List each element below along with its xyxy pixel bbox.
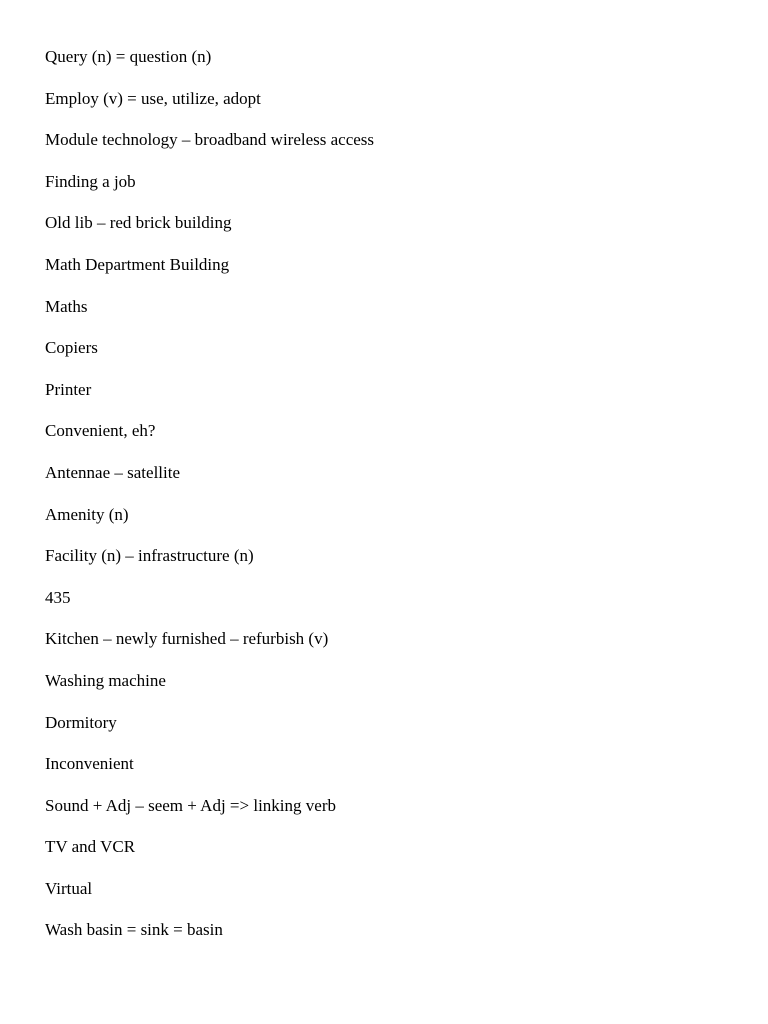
list-item: Module technology – broadband wireless access (45, 130, 375, 150)
list-item: Wash basin = sink = basin (45, 920, 223, 940)
list-item: Washing machine (45, 670, 166, 690)
list-item: Amenity (n) (45, 504, 129, 524)
list-item: Dormitory (45, 712, 117, 732)
list-item: TV and VCR (45, 837, 136, 857)
list-item: Inconvenient (45, 754, 134, 774)
list-item: Facility (n) – infrastructure (n) (45, 546, 254, 566)
list-item: Employ (v) = use, utilize, adopt (45, 88, 261, 108)
list-item: Maths (45, 296, 88, 316)
list-item: Kitchen – newly furnished – refurbish (v) (45, 629, 329, 649)
list-item: Math Department Building (45, 254, 230, 274)
list-item: 435 (45, 587, 71, 607)
list-item: Printer (45, 379, 92, 399)
list-item: Finding a job (45, 171, 136, 191)
list-item: Virtual (45, 878, 93, 898)
list-item: Convenient, eh? (45, 421, 156, 441)
list-item: Sound + Adj – seem + Adj => linking verb (45, 795, 336, 815)
list-item: Antennae – satellite (45, 462, 181, 482)
list-item: Copiers (45, 338, 98, 358)
list-item: Old lib – red brick building (45, 213, 232, 233)
vocabulary-list (45, 46, 374, 961)
list-item: Query (n) = question (n) (45, 47, 212, 66)
